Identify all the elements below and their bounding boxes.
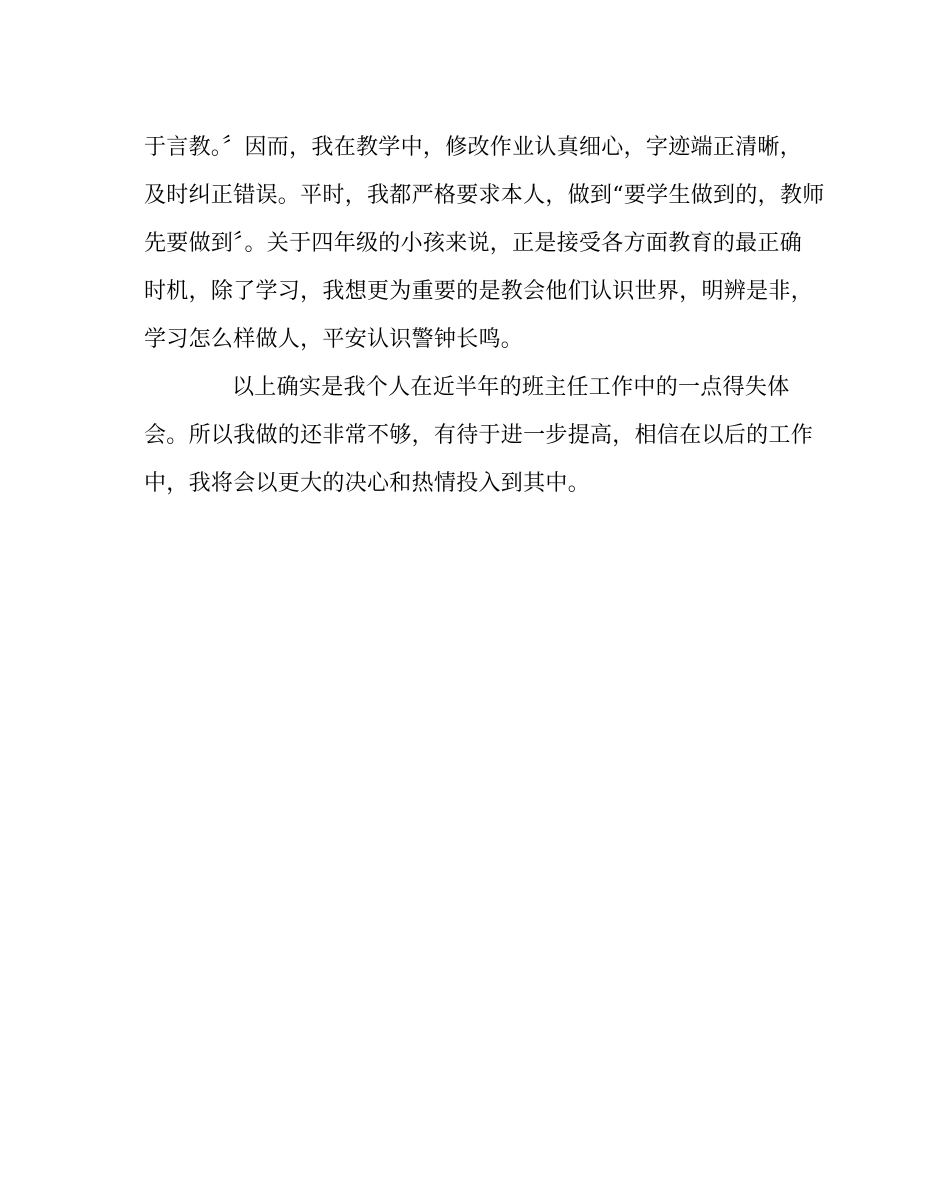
text-line: 及时纠正错误。平时，我都严格要求本人，做到“要学生做到的，教师 <box>144 183 825 208</box>
text-line: 中，我将会以更大的决心和热情投入到其中。 <box>144 471 591 496</box>
document-body <box>144 124 825 508</box>
text-line: 以上确实是我个人在近半年的班主任工作中的一点得失体 <box>232 375 790 400</box>
paragraph-1 <box>144 124 825 364</box>
text-line: 会。所以我做的还非常不够，有待于进一步提高，相信在以后的工作 <box>144 423 814 448</box>
text-line: 学习怎么样做人，平安认识警钟长鸣。 <box>144 327 524 352</box>
paragraph-2 <box>144 364 816 508</box>
text-line: 先要做到〞。关于四年级的小孩来说，正是接受各方面教育的最正确 <box>144 231 803 256</box>
text-line: 于言教。〞因而，我在教学中，修改作业认真细心，字迹端正清晰， <box>144 135 803 160</box>
text-line: 时机，除了学习，我想更为重要的是教会他们认识世界，明辨是非， <box>144 279 814 304</box>
